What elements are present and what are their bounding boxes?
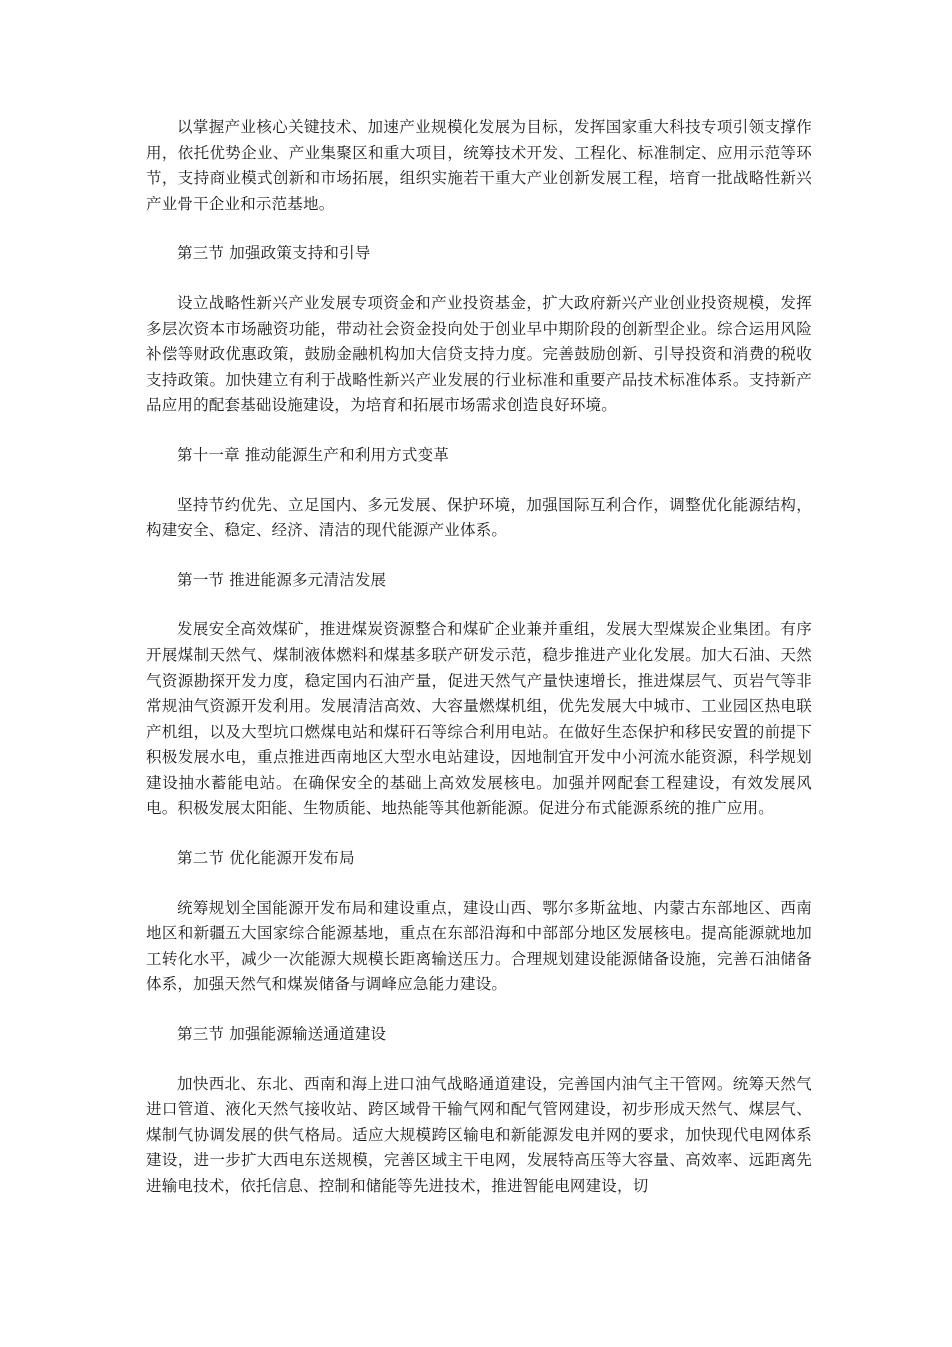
spacer (146, 1048, 812, 1072)
paragraph-industry-innovation: 以掌握产业核心关键技术、加速产业规模化发展为目标，发挥国家重大科技专项引领支撑作用，依托优势企业、产业集聚区和重大项目，统筹技术开发、工程化、标准制定、应用示范等环节，支持商业模式创新和市场拓展，组织实施若干重大产业创新发展工程，培育一批战略性新兴产业骨干企业和示范基地。 (146, 118, 812, 213)
paragraph-clean-energy: 发展安全高效煤矿，推进煤炭资源整合和煤矿企业兼并重组，发展大型煤炭企业集团。有序开展煤制天然气、煤制液体燃料和煤基多联产研发示范，稳步推进产业化发展。加大石油、天然气资源勘探开发力度，稳定国内石油产量，促进天然气产量快速增长，推进煤层气、页岩气等非常规油气资源开发利用。发展清洁高效、大容量燃煤机组，优先发展大中城市、工业园区热电联产机组，以及大型坑口燃煤电站和煤矸石等综合利用电站。在做好生态保护和移民安置的前提下积极发展水电，重点推进西南地区大型水电站建设，因地制宜开发中小河流水能资源，科学规划建设抽水蓄能电站。在确保安全的基础上高效发展核电。加强并网配套工程建设，有效发展风电。积极发展太阳能、生物质能、地热能等其他新能源。促进分布式能源系统的推广应用。 (146, 620, 812, 818)
spacer (146, 593, 812, 617)
paragraph-energy-overview: 坚持节约优先、立足国内、多元发展、保护环境，加强国际互利合作，调整优化能源结构，构建安全、稳定、经济、清洁的现代能源产业体系。 (146, 495, 812, 540)
section-heading-energy-layout: 第二节 优化能源开发布局 (177, 849, 355, 868)
paragraph-energy-transport: 加快西北、东北、西南和海上进口油气战略通道建设，完善国内油气主干管网。统筹天然气进口管道、液化天然气接收站、跨区域骨干输气网和配气管网建设，初步形成天然气、煤层气、煤制气协调发展的供气格局。适应大规模跨区输电和新能源发电并网的要求，加快现代电网体系建设，进一步扩大西电东送规模，完善区域主干电网，发展特高压等大容量、高效率、远距离先进输电技术，依托信息、控制和储能等先进技术，推进智能电网建设，切 (146, 1074, 812, 1195)
section-heading-policy-support: 第三节 加强政策支持和引导 (177, 244, 371, 263)
spacer (146, 872, 812, 896)
document-page (146, 115, 812, 1200)
spacer (146, 267, 812, 291)
section-heading-energy-transport: 第三节 加强能源输送通道建设 (177, 1025, 387, 1044)
spacer (146, 544, 812, 568)
spacer (146, 469, 812, 493)
chapter-heading-energy: 第十一章 推动能源生产和利用方式变革 (177, 445, 450, 464)
spacer (146, 217, 812, 241)
paragraph-policy-support: 设立战略性新兴产业发展专项资金和产业投资基金，扩大政府新兴产业创业投资规模，发挥多层次资本市场融资功能，带动社会资金投向处于创业早中期阶段的创新型企业。综合运用风险补偿等财政优惠政策，鼓励金融机构加大信贷支持力度。完善鼓励创新、引导投资和消费的税收支持政策。加快建立有利于战略性新兴产业发展的行业标准和重要产品技术标准体系。支持新产品应用的配套基础设施建设，为培育和拓展市场需求创造良好环境。 (146, 293, 812, 415)
spacer (146, 998, 812, 1022)
paragraph-energy-layout: 统筹规划全国能源开发布局和建设重点，建设山西、鄂尔多斯盆地、内蒙古东部地区、西南地区和新疆五大国家综合能源基地，重点在东部沿海和中部部分地区发展核电。提高能源就地加工转化水平，减少一次能源大规模长距离输送压力。合理规划建设能源储备设施，完善石油储备体系，加强天然气和煤炭储备与调峰应急能力建设。 (146, 898, 812, 994)
spacer (146, 822, 812, 846)
spacer (146, 419, 812, 443)
section-heading-clean-energy: 第一节 推进能源多元清洁发展 (177, 570, 387, 589)
